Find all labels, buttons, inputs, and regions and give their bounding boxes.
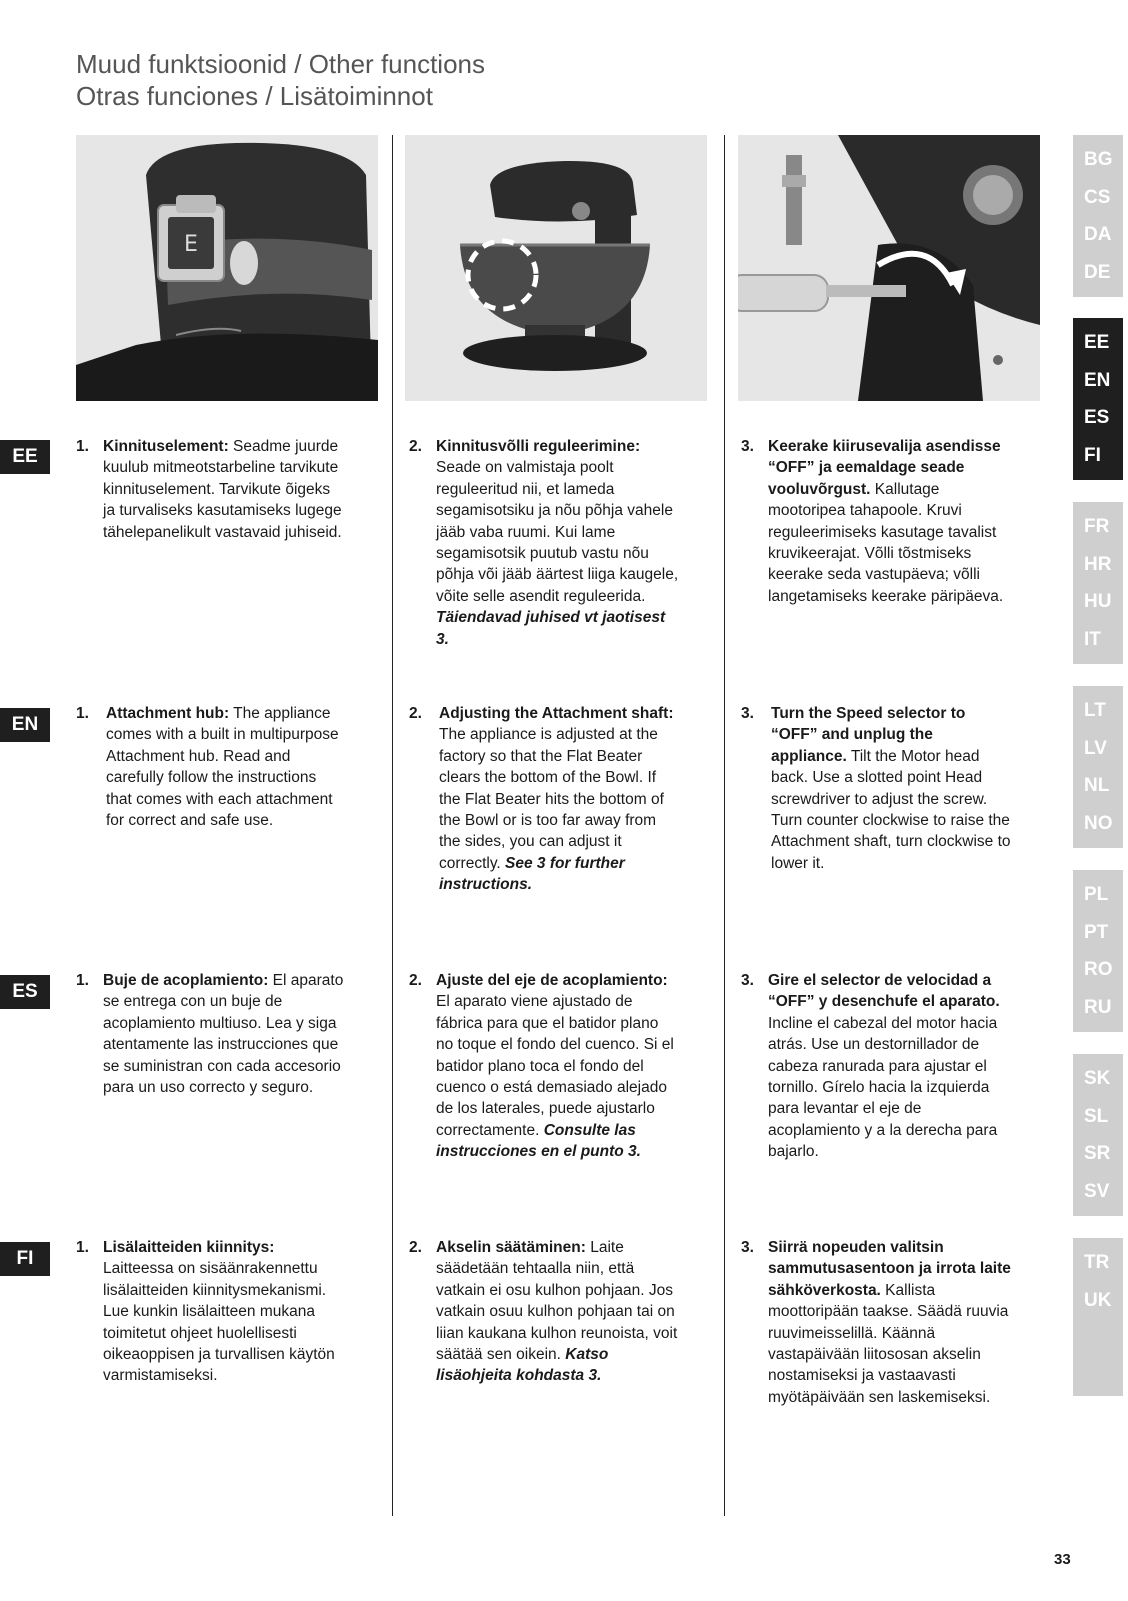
page-title [76,48,485,112]
item-body: Tilt the Motor head back. Use a slotted point Head screwdriver to adjust the screw. Turn counter clockwise to raise the Attachment shaft, turn clockwise to lower it. [771,747,1011,872]
item-body: The appliance is adjusted at the factory so that the Flat Beater clears the bottom of the Bowl. If the Flat Beater hits the bottom of the Bowl or is too far away from the sides, you can adjust it correctly. [439,726,664,872]
item-text [103,1237,346,1387]
item-text [439,703,679,896]
language-code: DA [1084,224,1112,245]
page-title-line-2: Otras funciones / Lisätoiminnot [76,81,433,111]
lang-tab-fi: FI [0,1242,50,1276]
language-code: LT [1084,700,1106,721]
item-number: 1. [76,972,89,989]
language-code: TR [1084,1252,1110,1273]
item-heading: Lisälaitteiden kiinnitys: [103,1239,275,1256]
item-heading: Kinnituselement: [103,438,229,455]
instruction-item [741,703,1011,874]
svg-text:E: E [184,232,198,257]
item-text [106,703,346,831]
instruction-item [741,436,1011,607]
item-heading: Adjusting the Attachment shaft: [439,705,674,722]
column-divider-1 [392,135,393,1516]
page-number: 33 [1054,1551,1071,1568]
instruction-item [741,1237,1011,1408]
language-code: SK [1084,1068,1111,1089]
lang-tab-es: ES [0,975,50,1009]
language-code: PL [1084,884,1109,905]
item-text [436,970,679,1163]
item-heading: Ajuste del eje de acoplamiento: [436,972,668,989]
instruction-item [741,970,1011,1163]
language-code: LV [1084,737,1107,759]
item-text [436,436,679,650]
instruction-item [409,1237,679,1387]
language-code: CS [1084,186,1111,208]
item-number: 2. [409,972,422,989]
item-reference: Consulte las instrucciones en el punto 3. [436,1121,641,1161]
item-text [103,436,346,543]
language-code: SL [1084,1105,1109,1127]
column-divider-2 [724,135,725,1516]
language-code: EN [1084,369,1111,391]
item-reference: Täiendavad juhised vt jaotisest 3. [436,609,666,648]
instruction-item [76,1237,346,1387]
item-reference: See 3 for further instructions. [439,854,625,894]
language-index-group [1073,502,1123,664]
language-code: RU [1084,996,1112,1018]
language-code: ES [1084,407,1110,428]
item-text [768,970,1011,1163]
item-heading: Buje de acoplamiento: [103,972,269,989]
item-text [436,1237,679,1387]
item-text [771,703,1011,874]
language-code: FI [1084,444,1101,466]
item-heading: Attachment hub: [106,705,230,722]
item-text [768,1237,1011,1408]
language-code: NO [1084,812,1113,834]
language-index-group [1073,686,1123,848]
item-number: 3. [741,1239,754,1256]
item-body: Incline el cabezal del motor hacia atrás. Use un destornillador de cabeza ranurada para ajustar el tornillo. Gírelo hacia la izquierda para levantar el eje de acoplamiento y a la derecha para bajarlo. [768,1014,998,1161]
language-code: FR [1084,516,1110,537]
item-heading: Turn the Speed selector to “OFF” and unplug the appliance. [771,705,966,765]
instruction-item [76,703,346,831]
item-number: 2. [409,438,422,455]
language-code: IT [1084,628,1101,650]
language-index-group [1073,1054,1123,1216]
language-index-group [1073,870,1123,1032]
language-code: HU [1084,591,1112,612]
mixer-bowl-dashed-circle-image [405,135,707,401]
item-number: 2. [409,1239,422,1256]
item-heading: Siirrä nopeuden valitsin sammutusasentoon ja irrota laite sähköverkosta. [768,1239,1011,1299]
item-number: 3. [741,438,754,455]
instruction-item [409,703,679,896]
language-code: SV [1084,1180,1110,1202]
language-index-group [1073,135,1123,297]
item-number: 3. [741,705,754,722]
screwdriver-adjust-shaft-image [738,135,1040,401]
item-body: Kallutage mootoripea tahapoole. Kruvi reguleerimiseks kasutage tavalist kruvikeerajat. Võlli tõstmiseks keerake seda vastupäeva; võlli langetamiseks keerake päripäeva. [768,480,1004,605]
language-code: BG [1084,149,1113,170]
item-number: 1. [76,1239,89,1256]
item-number: 3. [741,972,754,989]
instruction-item [409,436,679,650]
instruction-item [76,436,346,543]
language-code: HR [1084,553,1112,575]
item-body: Laite säädetään tehtaalla niin, että vatkain ei osu kulhon pohjaan. Jos vatkain osuu kulhon pohjaan tai on liian kaukana kulhon reunoista, voit säätää sen oikein. [436,1239,678,1364]
language-code: EE [1084,332,1110,353]
item-heading: Kinnitusvõlli reguleerimine: [436,438,641,455]
item-body: Seade on valmistaja poolt reguleeritud nii, et lameda segamisotsiku ja nõu põhja vahele jääb vaba ruumi. Kui lame segamisotsik puutub vastu nõu põhja või jääb äärtest liiga kaugele, võite selle asendit reguleerida. [436,459,679,605]
screwdriver-illustration [738,135,1040,401]
page-title-line-1: Muud funktsioonid / Other functions [76,49,486,79]
instruction-item [409,970,679,1163]
item-reference: Katso lisäohjeita kohdasta 3. [436,1346,609,1385]
item-body: El aparato se entrega con un buje de acoplamiento multiuso. Lea y siga atentamente las instrucciones que se suministran con cada accesorio para un uso correcto y seguro. [103,972,344,1097]
language-code: NL [1084,775,1110,796]
item-heading: Gire el selector de velocidad a “OFF” y desenchufe el aparato. [768,972,1000,1011]
item-number: 1. [76,438,89,455]
lang-tab-en: EN [0,708,50,742]
attachment-hub-closeup-image [76,135,378,401]
item-text [103,970,346,1098]
language-code: UK [1084,1289,1112,1311]
language-index-group [1073,1238,1123,1396]
item-body: Laitteessa on sisäänrakennettu lisälaitteiden kiinnitysmekanismi. Lue kunkin lisälaitteen mukana toimitetut ohjeet huolellisesti oikeaoppisen ja turvallisen käytön varmistamiseksi. [103,1260,335,1385]
item-number: 1. [76,705,89,722]
instruction-item [76,970,346,1098]
item-heading: Akselin säätäminen: [436,1239,586,1256]
lang-tab-ee: EE [0,440,50,474]
item-body: El aparato viene ajustado de fábrica para que el batidor plano no toque el fondo del cuenco. Si el batidor plano toca el fondo del cuenco o está demasiado alejado de los laterales, puede ajustarlo correctamente. [436,993,674,1139]
item-text [768,436,1011,607]
attachment-hub-illustration [76,135,378,401]
language-code: RO [1084,959,1113,980]
item-body: Seadme juurde kuulub mitmeotstarbeline tarvikute kinnituselement. Tarvikute õigeks ja turvaliseks kasutamiseks lugege tähelepanelikult vastavaid juhiseid. [103,438,342,541]
item-body: The appliance comes with a built in multipurpose Attachment hub. Read and carefully follow the instructions that comes with each attachment for correct and safe use. [106,705,339,830]
language-code: DE [1084,261,1111,283]
item-heading: Keerake kiirusevalija asendisse “OFF” ja eemaldage seade vooluvõrgust. [768,438,1001,498]
mixer-bowl-illustration [405,135,707,401]
language-code: SR [1084,1143,1111,1164]
item-number: 2. [409,705,422,722]
language-index-group-active [1073,318,1123,480]
language-code: PT [1084,921,1109,943]
item-body: Kallista moottoripään taakse. Säädä ruuvia ruuvimeisselillä. Käännä vastapäivään liitososan akselin nostamiseksi ja vastaavasti myötäpäivään sen laskemiseksi. [768,1281,1009,1406]
